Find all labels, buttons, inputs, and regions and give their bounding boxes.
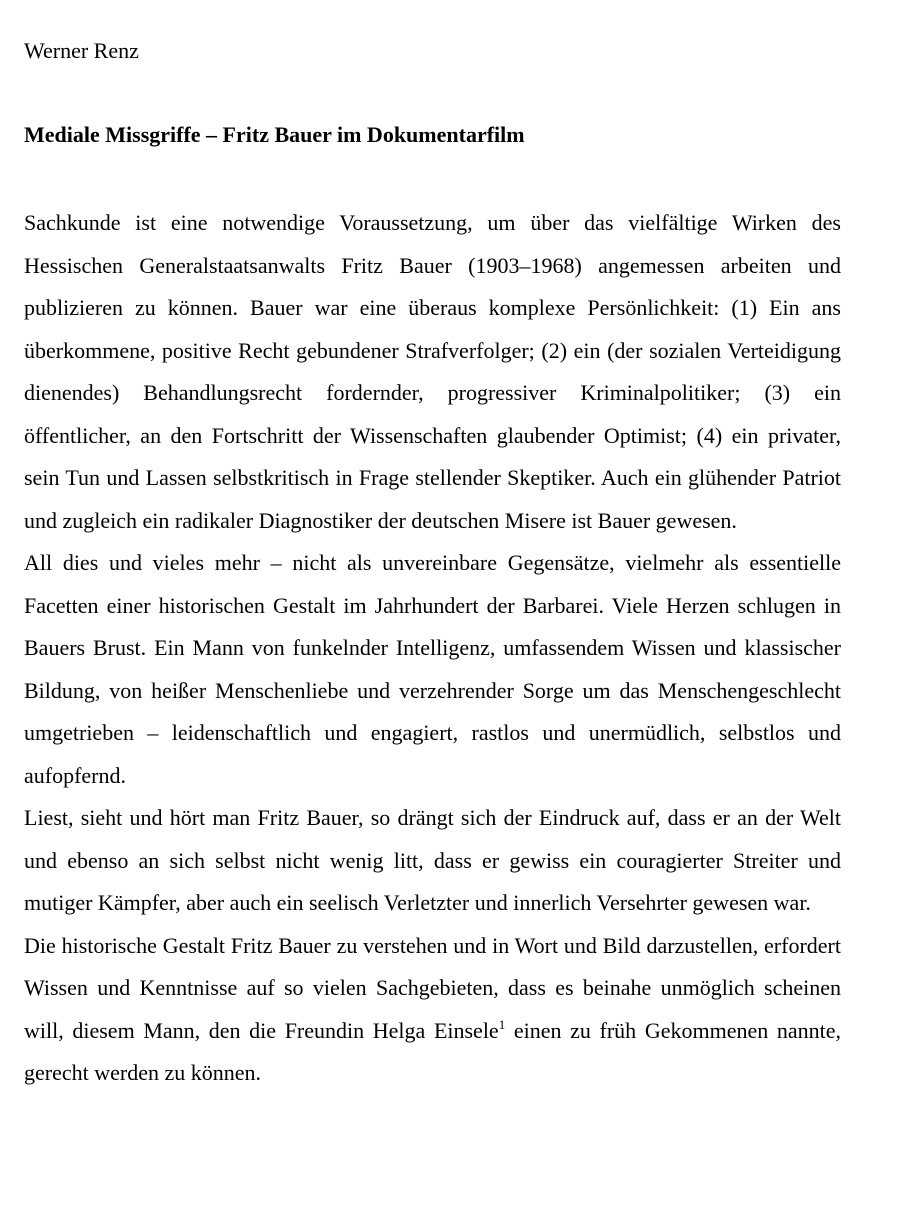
article-title: Mediale Missgriffe – Fritz Bauer im Dokumentarfilm [24, 122, 525, 147]
author-name: Werner Renz [24, 38, 139, 63]
paragraph: Liest, sieht und hört man Fritz Bauer, so drängt sich der Eindruck auf, dass er an der Welt und ebenso an sich selbst nicht wenig litt, dass er gewiss ein couragierter Streiter und mutiger Kämpfer, aber auch ein seelisch Verletzter und innerlich Versehrter gewesen war. [24, 805, 841, 915]
paragraph: All dies und vieles mehr – nicht als unvereinbare Gegensätze, vielmehr als essentielle Facetten einer historischen Gestalt im Jahrhundert der Barbarei. Viele Herzen schlugen in Bauers Brust. Ein Mann von funkelnder Intelligenz, umfassendem Wissen und klassischer Bildung, von heißer Menschenliebe und verzehrender Sorge um das Menschengeschlecht umgetrieben – leidenschaftlich und engagiert, rastlos und unermüdlich, selbstlos und aufopfernd. [24, 550, 841, 788]
paragraph [24, 925, 841, 1095]
footnote-marker[interactable]: 1 [498, 1016, 506, 1032]
article-body [24, 202, 841, 1095]
paragraph: Sachkunde ist eine notwendige Voraussetzung, um über das vielfältige Wirken des Hessischen Generalstaatsanwalts Fritz Bauer (1903–1968) angemessen arbeiten und publizieren zu können. Bauer war eine überaus komplexe Persönlichkeit: (1) Ein ans überkommene, positive Recht gebundener Strafverfolger; (2) ein (der sozialen Verteidigung dienendes) Behandlungsrecht fordernder, progressiver Kriminalpolitiker; (3) ein öffentlicher, an den Fortschritt der Wissenschaften glaubender Optimist; (4) ein privater, sein Tun und Lassen selbstkritisch in Frage stellender Skeptiker. Auch ein glühender Patriot und zugleich ein radikaler Diagnostiker der deutschen Misere ist Bauer gewesen. [24, 210, 841, 533]
paragraph-text: einen zu früh Gekommenen nannte, gerecht werden zu können. [24, 1017, 841, 1085]
paragraph-text: Die historische Gestalt Fritz Bauer zu verstehen und in Wort und Bild darzustellen, erfordert Wissen und Kenntnisse auf so vielen Sachgebieten, dass es beinahe unmöglich scheinen will, diesem Mann, den die Freundin Helga Einsele [24, 932, 841, 1043]
